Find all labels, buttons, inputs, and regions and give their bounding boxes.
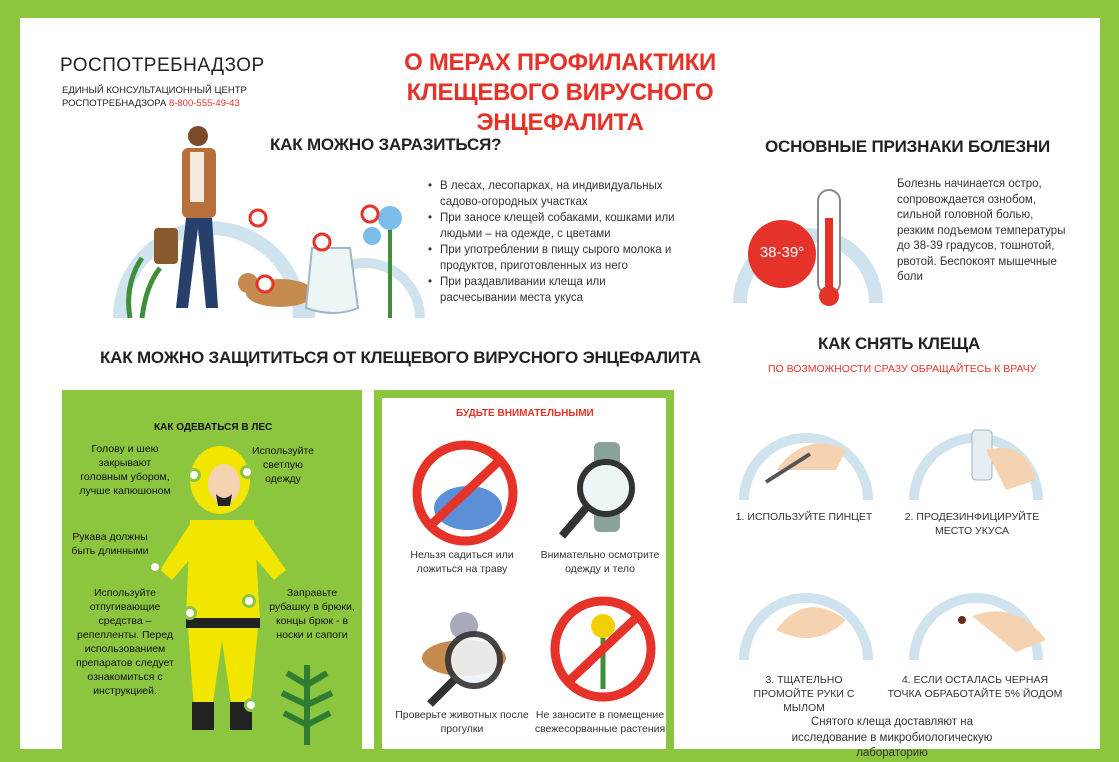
dress-tuck-text: Заправьте рубашку в брюки, концы брюк - в носки и сапоги bbox=[269, 587, 355, 641]
dress-sleeves-text: Рукава должны быть длинными bbox=[71, 531, 149, 557]
marker-2 bbox=[257, 276, 273, 292]
dress-heading: КАК ОДЕВАТЬСЯ В ЛЕС bbox=[154, 422, 273, 433]
careful-heading: БУДЬТЕ ВНИМАТЕЛЬНЫМИ bbox=[456, 408, 594, 419]
washing-hands bbox=[776, 607, 846, 638]
check-pets-icon bbox=[404, 598, 524, 708]
dress-panel bbox=[62, 390, 362, 749]
careful-caption: Не заносите в помещение свежесорванные растения bbox=[534, 709, 666, 735]
hand-disinfect bbox=[986, 448, 1036, 490]
center-line2: РОСПОТРЕБНАДЗОРА bbox=[62, 98, 167, 109]
remove-footer: Снятого клеща доставляют на исследование в микробиологическую лабораторию bbox=[791, 716, 993, 759]
hand-tweezers bbox=[776, 443, 846, 470]
remove-step: 2. ПРОДЕЗИНФИЦИРУЙТЕ МЕСТО УКУСА bbox=[904, 511, 1040, 537]
infection-item: • В лесах, лесопарках, на индивидуальных садово-огородных участках bbox=[428, 178, 678, 210]
infection-item: • При употреблении в пищу сырого молока и продуктов, приготовленных из него bbox=[428, 242, 678, 274]
infection-heading: КАК МОЖНО ЗАРАЗИТЬСЯ? bbox=[270, 135, 502, 154]
dress-repellent-text: Используйте отпугивающие средства – репелленты. Перед использованием препаратов следует ознакомиться с инструкцией. bbox=[76, 587, 174, 697]
marker-boots bbox=[244, 698, 258, 712]
careful-panel-inner bbox=[382, 398, 666, 749]
marker-3 bbox=[314, 234, 330, 250]
org-name: РОСПОТРЕБНАДЗОР bbox=[60, 55, 265, 76]
flower-head-2 bbox=[363, 227, 381, 245]
center-line1: ЕДИНЫЙ КОНСУЛЬТАЦИОННЫЙ ЦЕНТР bbox=[62, 85, 247, 96]
remove-heading: КАК СНЯТЬ КЛЕЩА bbox=[818, 334, 981, 353]
dress-head-text: Голову и шею закрывают головным убором, лучше капюшоном bbox=[79, 443, 171, 497]
no-sitting-icon bbox=[410, 438, 520, 548]
infection-item: • При заносе клещей собаками, кошками или людьми – на одежде, с цветами bbox=[428, 210, 678, 242]
boot-left bbox=[192, 702, 214, 730]
temperature-value: 38-39° bbox=[759, 244, 805, 261]
remove-note: ПО ВОЗМОЖНОСТИ СРАЗУ ОБРАЩАЙТЕСЬ К ВРАЧУ bbox=[768, 363, 1037, 375]
basket bbox=[154, 228, 178, 264]
remove-step: 4. ЕСЛИ ОСТАЛАСЬ ЧЕРНАЯ ТОЧКА ОБРАБОТАЙТЕ 5% ЙОДОМ bbox=[887, 674, 1063, 700]
careful-caption: Внимательно осмотрите одежду и тело bbox=[540, 549, 660, 575]
thermometer-mercury bbox=[825, 218, 833, 294]
inspect-clothes-icon bbox=[550, 428, 660, 548]
title-line1: О МЕРАХ ПРОФИЛАКТИКИ bbox=[404, 49, 716, 76]
marker-4 bbox=[362, 206, 378, 222]
dog-head bbox=[238, 273, 258, 293]
marker-repellent bbox=[183, 606, 197, 620]
remove-step: 1. ИСПОЛЬЗУЙТЕ ПИНЦЕТ bbox=[735, 511, 873, 523]
remove-steps-illustration bbox=[736, 390, 1066, 690]
man-head bbox=[188, 126, 208, 146]
marker-tuck bbox=[242, 594, 256, 608]
no-flowers-icon bbox=[548, 594, 658, 704]
thermometer-illustration bbox=[730, 178, 880, 308]
infection-list bbox=[428, 178, 678, 306]
man-shirt bbox=[190, 152, 204, 202]
symptoms-text: Болезнь начинается остро, сопровождается ознобом, сильной головной болью, резким подъемом температуры до 38-39 градусов, тошнотой, рвотой. Беспокоят мышечные боли bbox=[897, 178, 1066, 283]
tick-dot bbox=[958, 616, 966, 624]
marker-sleeves bbox=[148, 560, 162, 574]
protect-heading: КАК МОЖНО ЗАЩИТИТЬСЯ ОТ КЛЕЩЕВОГО ВИРУСНОГО ЭНЦЕФАЛИТА bbox=[100, 348, 702, 367]
infection-illustration bbox=[90, 118, 420, 328]
infection-item: • При раздавливании клеща или расчесывании места укуса bbox=[428, 274, 678, 306]
thermometer-bulb bbox=[819, 286, 839, 306]
fern-illustration bbox=[262, 655, 352, 745]
dress-clothes-text: Используйте светлую одежду bbox=[251, 445, 315, 485]
careful-panel bbox=[374, 390, 674, 749]
hotline-phone: 8-800-555-49-43 bbox=[168, 98, 240, 109]
symptoms-heading: ОСНОВНЫЕ ПРИЗНАКИ БОЛЕЗНИ bbox=[765, 137, 1050, 156]
consult-center bbox=[62, 84, 247, 110]
careful-caption: Нельзя садиться или ложиться на траву bbox=[410, 549, 514, 575]
remove-step: 3. ТЩАТЕЛЬНО ПРОМОЙТЕ РУКИ С МЫЛОМ bbox=[753, 674, 855, 714]
milk-jug bbox=[306, 248, 358, 313]
marker-1 bbox=[250, 210, 266, 226]
flower-head bbox=[378, 206, 402, 230]
careful-caption: Проверьте животных после прогулки bbox=[395, 709, 529, 735]
title-line2: КЛЕЩЕВОГО ВИРУСНОГО ЭНЦЕФАЛИТА bbox=[406, 79, 714, 136]
poster-sheet bbox=[20, 18, 1100, 759]
belt bbox=[186, 618, 260, 628]
marker-head bbox=[187, 468, 201, 482]
